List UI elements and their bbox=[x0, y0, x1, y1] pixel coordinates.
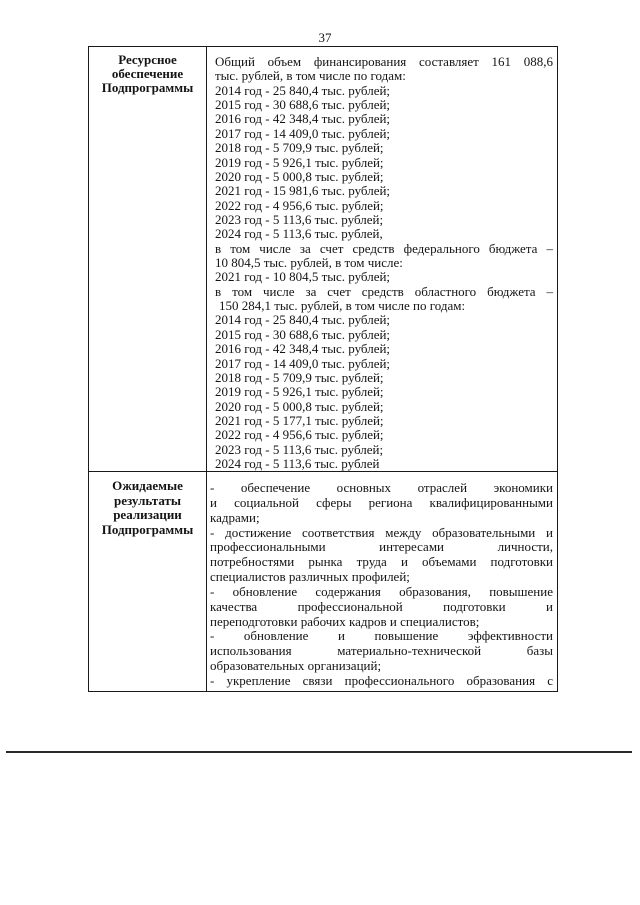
resources-line: 2021 год - 5 177,1 тыс. рублей; bbox=[215, 412, 384, 428]
resources-content-cell bbox=[207, 47, 557, 472]
resources-line: 2014 год - 25 840,4 тыс. рублей; bbox=[215, 82, 391, 98]
resources-heading-cell bbox=[89, 47, 207, 472]
results-line: потребностями рынка труда и объемами подготовки bbox=[210, 554, 553, 570]
results-line: образовательных организаций; bbox=[210, 658, 382, 674]
results-line: использования материально-технической базы bbox=[210, 643, 553, 659]
results-heading-line: Подпрограммы bbox=[101, 521, 194, 537]
resources-line: в том числе за счет средств федерального бюджета – bbox=[215, 240, 553, 256]
results-line: - достижение соответствия между образовательными и bbox=[210, 524, 553, 540]
resources-line: 2022 год - 4 956,6 тыс. рублей; bbox=[215, 197, 384, 213]
results-line: кадрами; bbox=[210, 509, 260, 525]
resources-line: 2024 год - 5 113,6 тыс. рублей bbox=[215, 456, 380, 472]
resources-line: 2023 год - 5 113,6 тыс. рублей; bbox=[215, 211, 384, 227]
results-line: и социальной сферы региона квалифицированными bbox=[210, 494, 553, 510]
resources-line: 2023 год - 5 113,6 тыс. рублей; bbox=[215, 441, 384, 457]
resources-line: 2015 год - 30 688,6 тыс. рублей; bbox=[215, 326, 391, 342]
resources-heading-line: обеспечение bbox=[111, 66, 184, 81]
results-heading-line: результаты bbox=[113, 492, 182, 508]
resources-line: 150 284,1 тыс. рублей, в том числе по годам: bbox=[219, 298, 466, 314]
resources-line: в том числе за счет средств областного бюджета – bbox=[215, 283, 553, 299]
page-number: 37 bbox=[318, 30, 332, 45]
resources-line: 2020 год - 5 000,8 тыс. рублей; bbox=[215, 398, 384, 414]
resources-line: 2018 год - 5 709,9 тыс. рублей; bbox=[215, 369, 384, 385]
results-line: профессиональными интересами личности, bbox=[210, 539, 553, 555]
resources-line: 2017 год - 14 409,0 тыс. рублей; bbox=[215, 125, 391, 141]
resources-line: 2016 год - 42 348,4 тыс. рублей; bbox=[215, 341, 391, 357]
resources-line: 2019 год - 5 926,1 тыс. рублей; bbox=[215, 384, 384, 400]
resources-line: 2016 год - 42 348,4 тыс. рублей; bbox=[215, 111, 391, 127]
results-heading-line: реализации bbox=[113, 507, 182, 523]
resources-line: Общий объем финансирования составляет 161 088,6 bbox=[215, 54, 553, 69]
results-line: - обновление и повышение эффективности bbox=[210, 628, 553, 644]
resources-line: 2019 год - 5 926,1 тыс. рублей; bbox=[215, 154, 384, 170]
resources-line: 2017 год - 14 409,0 тыс. рублей; bbox=[215, 355, 391, 371]
results-content-cell bbox=[207, 472, 557, 691]
results-heading-line: Ожидаемые bbox=[112, 478, 183, 493]
results-line: - обновление содержания образования, повышение bbox=[210, 583, 553, 599]
resources-line: 2021 год - 10 804,5 тыс. рублей; bbox=[215, 269, 391, 285]
resources-heading-line: Ресурсное bbox=[118, 52, 177, 67]
resources-line: 2014 год - 25 840,4 тыс. рублей; bbox=[215, 312, 391, 328]
resources-line: 10 804,5 тыс. рублей, в том числе: bbox=[215, 255, 403, 271]
resources-line: 2022 год - 4 956,6 тыс. рублей; bbox=[215, 427, 384, 443]
results-line: переподготовки рабочих кадров и специалистов; bbox=[210, 613, 480, 629]
results-heading-cell bbox=[89, 472, 207, 691]
footer-divider-line bbox=[6, 751, 632, 753]
program-table bbox=[88, 46, 558, 692]
results-line: - укрепление связи профессионального образования с bbox=[210, 672, 553, 688]
resources-line: 2020 год - 5 000,8 тыс. рублей; bbox=[215, 168, 384, 184]
resources-line: 2021 год - 15 981,6 тыс. рублей; bbox=[215, 183, 391, 199]
results-line: - обеспечение основных отраслей экономики bbox=[210, 480, 553, 495]
resources-line: тыс. рублей, в том числе по годам: bbox=[215, 68, 406, 84]
resources-line: 2024 год - 5 113,6 тыс. рублей, bbox=[215, 226, 383, 242]
results-line: специалистов различных профилей; bbox=[210, 569, 410, 585]
results-line: качества профессиональной подготовки и bbox=[210, 598, 553, 614]
resources-line: 2015 год - 30 688,6 тыс. рублей; bbox=[215, 97, 391, 113]
resources-line: 2018 год - 5 709,9 тыс. рублей; bbox=[215, 140, 384, 156]
resources-heading-line: Подпрограммы bbox=[101, 80, 194, 95]
